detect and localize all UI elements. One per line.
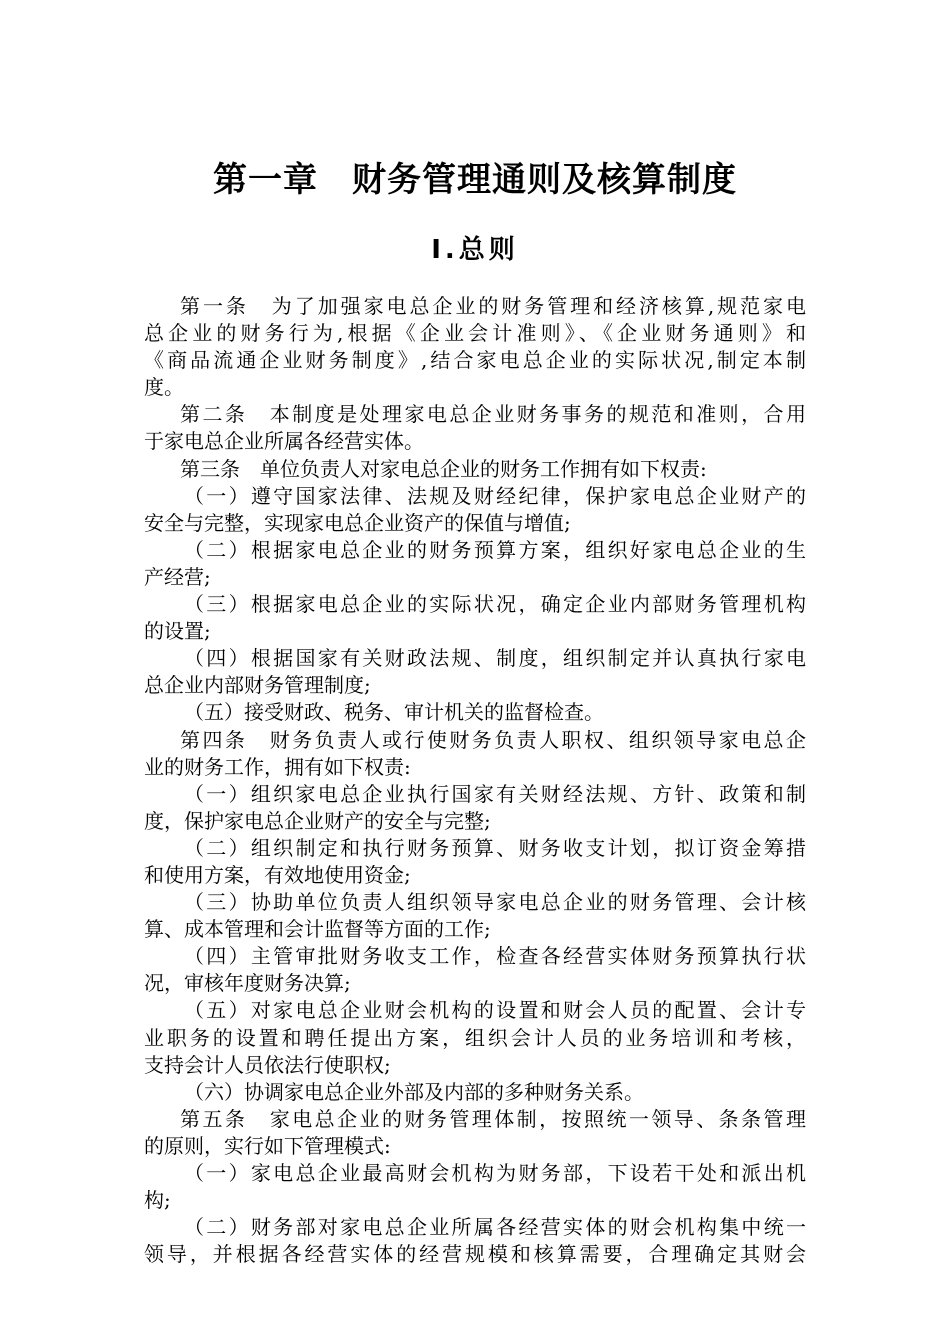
body-line: 业的财务工作，拥有如下权责: — [144, 754, 411, 779]
body-line: 的设置; — [144, 619, 211, 644]
body-line: 产经营; — [144, 564, 211, 589]
body-line: 于家电总企业所属各经营实体。 — [144, 429, 424, 454]
body-line: 第二条 本制度是处理家电总企业财务事务的规范和准则，合用 — [180, 402, 806, 427]
body-line: （二）财务部对家电总企业所属各经营实体的财会机构集中统一 — [184, 1215, 806, 1240]
body-line: （四）根据国家有关财政法规、制度，组织制定并认真执行家电 — [184, 646, 806, 671]
body-line: （三）根据家电总企业的实际状况，确定企业内部财务管理机构 — [184, 592, 806, 617]
body-line: 构; — [144, 1188, 171, 1213]
body-line: （六）协调家电总企业外部及内部的多种财务关系。 — [184, 1079, 644, 1104]
chapter-name: 财务管理通则及核算制度 — [352, 160, 737, 200]
body-line: 的原则，实行如下管理模式: — [144, 1133, 391, 1158]
body-line: 业职务的设置和聘任提出方案，组织会计人员的业务培训和考核， — [144, 1025, 806, 1050]
body-line: 领导，并根据各经营实体的经营规模和核算需要，合理确定其财会 — [144, 1242, 806, 1267]
chapter-title — [0, 156, 950, 204]
body-line: （四）主管审批财务收支工作，检查各经营实体财务预算执行状 — [184, 944, 806, 969]
body-line: 第五条 家电总企业的财务管理体制，按照统一领导、条条管理 — [180, 1106, 806, 1131]
body-line: 第四条 财务负责人或行使财务负责人职权、组织领导家电总企 — [180, 727, 806, 752]
body-line: 度，保护家电总企业财产的安全与完整; — [144, 808, 491, 833]
body-line: 况，审核年度财务决算; — [144, 971, 351, 996]
body-line: 度。 — [144, 375, 184, 400]
body-line: （二）根据家电总企业的财务预算方案，组织好家电总企业的生 — [184, 537, 806, 562]
body-line: 安全与完整，实现家电总企业资产的保值与增值; — [144, 510, 571, 535]
body-line: （二）组织制定和执行财务预算、财务收支计划，拟订资金筹措 — [184, 835, 806, 860]
body-line: （一）组织家电总企业执行国家有关财经法规、方针、政策和制 — [184, 781, 806, 806]
body-line: 和使用方案，有效地使用资金; — [144, 862, 411, 887]
body-line: 第一条 为了加强家电总企业的财务管理和经济核算,规范家电 — [180, 294, 806, 318]
body-line: （五）对家电总企业财会机构的设置和财会人员的配置、会计专 — [184, 998, 806, 1023]
body-line: 《商品流通企业财务制度》,结合家电总企业的实际状况,制定本制 — [144, 348, 806, 373]
body-line: （三）协助单位负责人组织领导家电总企业的财务管理、会计核 — [184, 890, 806, 915]
body-line: （一）家电总企业最高财会机构为财务部，下设若干处和派出机 — [184, 1161, 806, 1185]
body-line: （一）遵守国家法律、法规及财经纪律，保护家电总企业财产的 — [184, 483, 806, 508]
body-line: 第三条 单位负责人对家电总企业的财务工作拥有如下权责: — [180, 456, 707, 481]
section-title: Ⅰ.总则 — [431, 235, 519, 265]
body-line: 总企业的财务行为,根据《企业会计准则》、《企业财务通则》和 — [144, 321, 806, 346]
document-body — [144, 293, 806, 1268]
body-line: （五）接受财政、税务、审计机关的监督检查。 — [184, 700, 604, 725]
body-line: 支持会计人员依法行使职权; — [144, 1052, 391, 1077]
chapter-number: 第一章 — [213, 160, 318, 200]
body-line: 总企业内部财务管理制度; — [144, 673, 371, 698]
body-line: 算、成本管理和会计监督等方面的工作; — [144, 917, 491, 942]
